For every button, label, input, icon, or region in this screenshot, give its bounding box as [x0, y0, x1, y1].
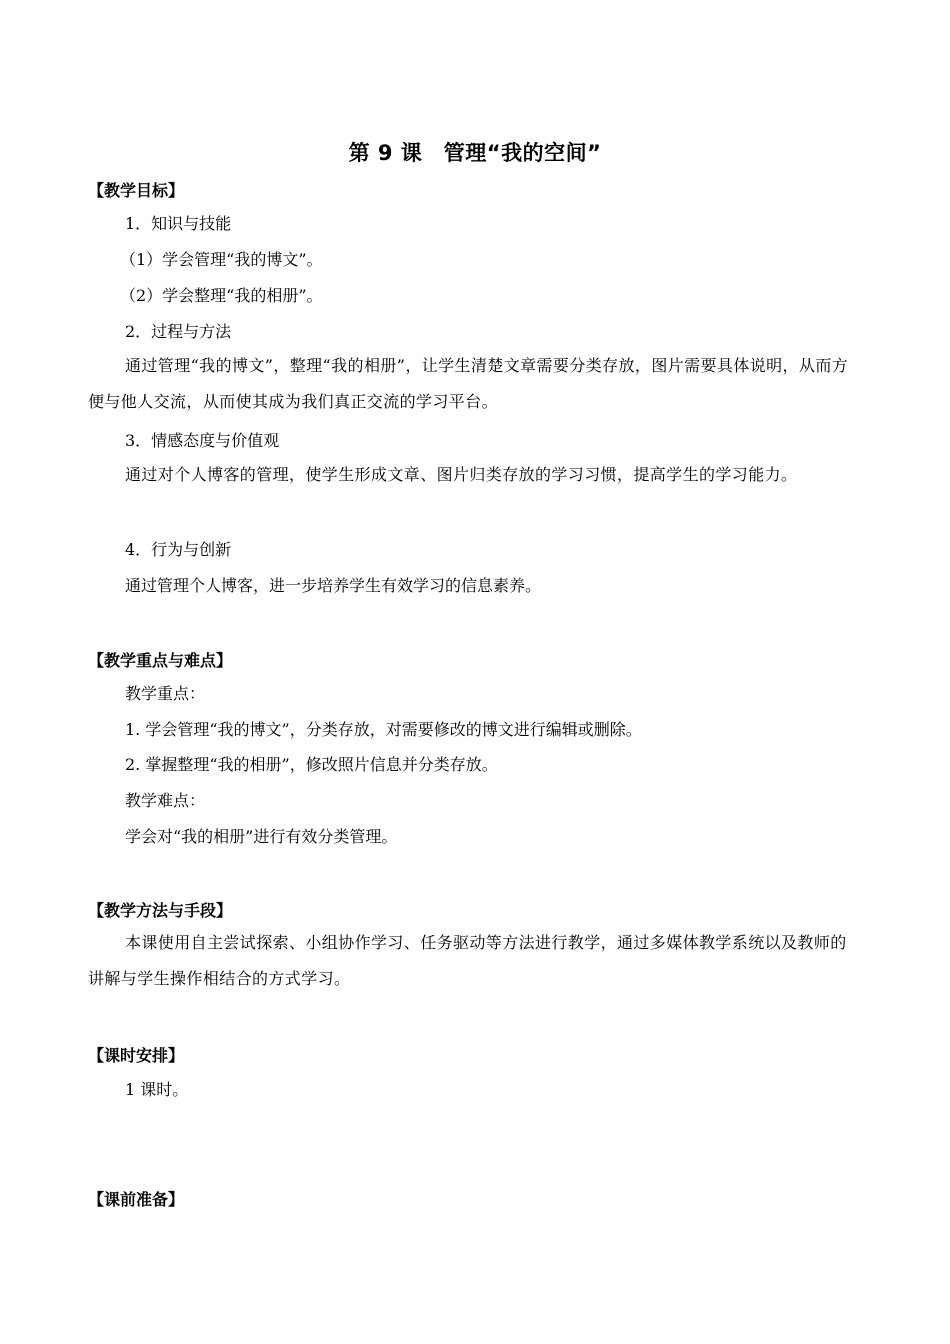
methods-heading: 【教学方法与手段】 — [88, 901, 233, 920]
objectives-heading: 【教学目标】 — [88, 181, 185, 200]
schedule-text: 1 课时。 — [125, 1080, 189, 1099]
schedule-heading: 【课时安排】 — [88, 1046, 185, 1065]
objective-1-2: （2）学会整理“我的相册”。 — [120, 286, 323, 305]
objective-1-1: （1）学会管理“我的博文”。 — [120, 250, 323, 269]
page-title: 第 9 课 管理“我的空间” — [348, 141, 602, 165]
objective-2-label: 2．过程与方法 — [125, 322, 232, 341]
difficulty-text: 学会对“我的相册”进行有效分类管理。 — [125, 827, 398, 846]
key-point-2: 2. 掌握整理“我的相册”，修改照片信息并分类存放。 — [125, 755, 498, 774]
preparation-heading: 【课前准备】 — [88, 1190, 185, 1209]
key-points-label: 教学重点： — [125, 684, 206, 703]
objective-3-paragraph: 通过对个人博客的管理，使学生形成文章、图片归类存放的学习习惯，提高学生的学习能力。 — [125, 465, 798, 484]
methods-paragraph: 本课使用自主尝试探索、小组协作学习、任务驱动等方法进行教学，通过多媒体教学系统以及教师的讲解与学生操作相结合的方式学习。 — [88, 933, 847, 988]
objective-3-label: 3．情感态度与价值观 — [125, 431, 280, 450]
objective-4-paragraph: 通过管理个人博客，进一步培养学生有效学习的信息素养。 — [125, 576, 542, 595]
key-points-heading: 【教学重点与难点】 — [88, 651, 233, 670]
key-point-1: 1. 学会管理“我的博文”，分类存放，对需要修改的博文进行编辑或删除。 — [125, 720, 642, 739]
objective-4-label: 4．行为与创新 — [125, 540, 232, 559]
objective-2-paragraph: 通过管理“我的博文”，整理“我的相册”，让学生清楚文章需要分类存放，图片需要具体说明，从而方便与他人交流，从而使其成为我们真正交流的学习平台。 — [88, 356, 849, 411]
difficulty-label: 教学难点： — [125, 791, 206, 810]
objective-1-label: 1．知识与技能 — [125, 214, 232, 233]
